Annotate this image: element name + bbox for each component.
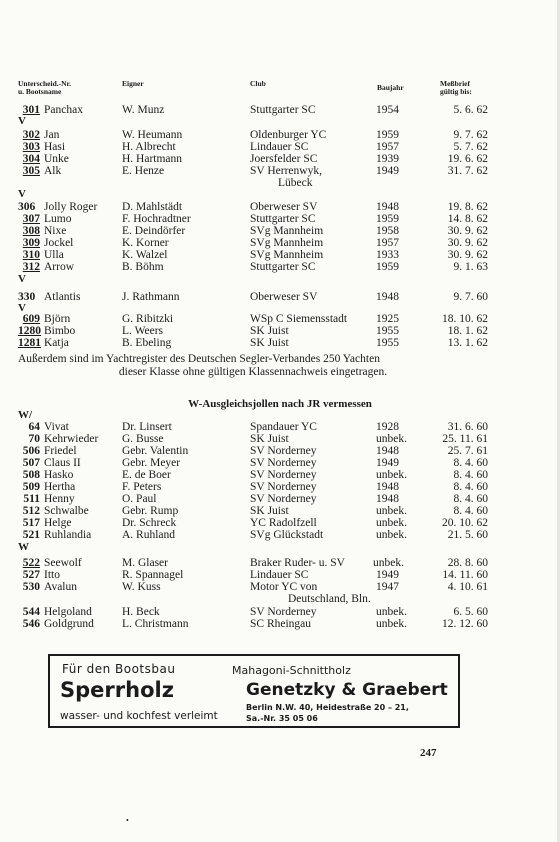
boat-name: Alk [44, 165, 62, 177]
club: WSp C Siemensstadt [250, 313, 348, 325]
cert-date: 9. 7. 60 [453, 291, 488, 303]
cert-date: 5. 7. 62 [453, 141, 488, 153]
row-number: 521 [22, 529, 40, 541]
build-year: 1954 [376, 104, 399, 116]
build-year: 1948 [376, 201, 399, 213]
boat-name: Atlantis [44, 291, 81, 303]
club-continuation: Deutschland, Bln. [288, 593, 371, 605]
row-number: 506 [22, 445, 40, 457]
table-row [18, 104, 488, 117]
boat-name: Goldgrund [44, 618, 94, 630]
build-year: 1955 [376, 337, 399, 349]
cert-date: 13. 1. 62 [447, 337, 488, 349]
cert-date: 31. 7. 62 [447, 165, 488, 177]
row-number: 308 [22, 225, 40, 237]
build-year: unbek. [376, 606, 407, 618]
club: SVg Mannheim [250, 237, 324, 249]
owner: R. Spannagel [122, 569, 184, 581]
note-line-2: dieser Klasse ohne gültigen Klassennachweis eingetragen. [118, 366, 388, 378]
build-year: unbek. [376, 529, 407, 541]
club: Oberweser SV [250, 201, 318, 213]
owner: D. Mahlstädt [122, 201, 183, 213]
owner: L. Weers [122, 325, 164, 337]
table-row [18, 291, 488, 304]
boat-name: Vivat [44, 421, 69, 433]
class-mark: V [18, 302, 26, 314]
build-year: 1957 [376, 141, 399, 153]
build-year: unbek. [376, 517, 407, 529]
cert-date: 12. 12. 60 [442, 618, 488, 630]
build-year: 1948 [376, 481, 399, 493]
ad-tagline: Für den Bootsbau [62, 662, 176, 676]
ad-product: Sperrholz [60, 678, 174, 702]
build-year: 1957 [376, 237, 399, 249]
owner: Gebr. Valentin [122, 445, 189, 457]
club: SK Juist [250, 505, 289, 517]
boat-name: Itto [44, 569, 60, 581]
build-year: unbek. [376, 618, 407, 630]
boat-name: Nixe [44, 225, 67, 237]
cert-date: 4. 10. 61 [447, 581, 488, 593]
club: SV Norderney [250, 469, 317, 481]
club: Stuttgarter SC [250, 261, 316, 273]
class-mark: W [18, 541, 29, 553]
build-year: 1925 [376, 313, 399, 325]
build-year: unbek. [373, 557, 404, 569]
note-line-1: Außerdem sind im Yachtregister des Deutschen Segler-Verbandes 250 Yachten [18, 353, 380, 365]
owner: Gebr. Rump [122, 505, 179, 517]
cert-date: 18. 1. 62 [447, 325, 488, 337]
build-year: 1928 [376, 421, 399, 433]
boat-name: Jan [44, 129, 60, 141]
boat-name: Ruhlandia [44, 529, 92, 541]
header-cert-line2: gültig bis: [440, 87, 472, 96]
header-nr-line1: Unterscheid.-Nr. [18, 79, 72, 88]
header-owner: Eigner [122, 79, 144, 88]
row-number: 507 [22, 457, 40, 469]
table-row [18, 261, 488, 274]
club: SK Juist [250, 433, 289, 445]
row-number: 508 [22, 469, 40, 481]
owner: O. Paul [122, 493, 157, 505]
cert-date: 31. 6. 60 [447, 421, 488, 433]
boat-name: Jolly Roger [44, 201, 98, 213]
table-row-continuation [18, 593, 488, 606]
ad-product-note: wasser- und kochfest verleimt [60, 710, 218, 722]
header-nr [18, 80, 71, 96]
cert-date: 30. 9. 62 [447, 237, 488, 249]
row-number: 546 [22, 618, 40, 630]
row-number: 301 [22, 104, 40, 116]
advertisement-box [48, 654, 460, 728]
boat-name: Katja [44, 337, 69, 349]
page-number: 247 [420, 747, 437, 759]
row-number: 309 [22, 237, 40, 249]
class-mark: V [18, 273, 26, 285]
owner: Dr. Linsert [122, 421, 172, 433]
cert-date: 5. 6. 62 [453, 104, 488, 116]
owner: H. Beck [122, 606, 160, 618]
club: Spandauer YC [250, 421, 317, 433]
club: SV Norderney [250, 457, 317, 469]
club: SVg Glückstadt [250, 529, 324, 541]
owner: B. Böhm [122, 261, 164, 273]
row-number: 527 [22, 569, 40, 581]
owner: H. Hartmann [122, 153, 183, 165]
club: YC Radolfzell [250, 517, 317, 529]
owner: J. Rathmann [122, 291, 180, 303]
owner: E. de Boer [122, 469, 171, 481]
build-year: unbek. [376, 505, 407, 517]
owner: F. Hochradtner [122, 213, 191, 225]
build-year: 1955 [376, 325, 399, 337]
row-number: 609 [22, 313, 40, 325]
ad-address: Berlin N.W. 40, Heidestraße 20 – 21, [246, 703, 409, 712]
row-number: 302 [22, 129, 40, 141]
owner: K. Walzel [122, 249, 168, 261]
club: SVg Mannheim [250, 249, 324, 261]
club: Braker Ruder- u. SV [250, 557, 345, 569]
club: SK Juist [250, 325, 289, 337]
row-number: 1280 [18, 325, 41, 337]
boat-name: Hasi [44, 141, 66, 153]
cert-date: 19. 8. 62 [447, 201, 488, 213]
build-year: 1947 [376, 581, 399, 593]
boat-name: Henny [44, 493, 75, 505]
boat-name: Panchax [44, 104, 83, 116]
row-number: 530 [22, 581, 40, 593]
owner: G. Ribitzki [122, 313, 174, 325]
cert-date: 8. 4. 60 [453, 505, 488, 517]
section-title: W-Ausgleichsjollen nach JR vermessen [188, 398, 372, 410]
ad-company: Genetzky & Graebert [246, 680, 448, 700]
boat-name: Lumo [44, 213, 72, 225]
row-number: 512 [22, 505, 40, 517]
owner: F. Peters [122, 481, 162, 493]
class-mark: V [18, 115, 26, 127]
owner: E. Deindörfer [122, 225, 186, 237]
boat-name: Friedel [44, 445, 77, 457]
row-number: 310 [22, 249, 40, 261]
row-number: 64 [28, 421, 40, 433]
boat-name: Schwalbe [44, 505, 89, 517]
cert-date: 28. 8. 60 [447, 557, 488, 569]
row-number: 305 [22, 165, 40, 177]
boat-name: Claus II [44, 457, 81, 469]
build-year: 1939 [376, 153, 399, 165]
build-year: 1948 [376, 291, 399, 303]
club: SC Rheingau [250, 618, 312, 630]
cert-date: 19. 6. 62 [447, 153, 488, 165]
owner: G. Busse [122, 433, 164, 445]
boat-name: Hertha [44, 481, 76, 493]
club: SV Norderney [250, 606, 317, 618]
cert-date: 8. 4. 60 [453, 469, 488, 481]
owner: A. Ruhland [122, 529, 176, 541]
club: Oldenburger YC [250, 129, 327, 141]
club: Oberweser SV [250, 291, 318, 303]
row-number: 312 [22, 261, 40, 273]
owner: K. Korner [122, 237, 169, 249]
row-number: 70 [28, 433, 40, 445]
row-number: 303 [22, 141, 40, 153]
cert-date: 9. 7. 62 [453, 129, 488, 141]
club: Stuttgarter SC [250, 213, 316, 225]
table-row [18, 618, 488, 631]
ad-secondary-product: Mahagoni-Schnittholz [232, 664, 351, 677]
row-number: 509 [22, 481, 40, 493]
club: Joersfelder SC [250, 153, 318, 165]
boat-name: Arrow [44, 261, 75, 273]
class-mark: V [18, 188, 26, 200]
cert-date: 14. 8. 62 [447, 213, 488, 225]
boat-name: Helge [44, 517, 72, 529]
owner: W. Kuss [122, 581, 161, 593]
build-year: unbek. [376, 433, 407, 445]
cert-date: 30. 9. 62 [447, 249, 488, 261]
owner: M. Glaser [122, 557, 168, 569]
row-number: 304 [22, 153, 40, 165]
build-year: 1949 [376, 165, 399, 177]
cert-date: 25. 7. 61 [447, 445, 488, 457]
club: Lindauer SC [250, 569, 309, 581]
owner: H. Albrecht [122, 141, 176, 153]
owner: L. Christmann [122, 618, 189, 630]
boat-name: Helgoland [44, 606, 92, 618]
boat-name: Björn [44, 313, 71, 325]
header-cert-line1: Meßbrief [440, 79, 470, 88]
club-continuation: Lübeck [278, 177, 313, 189]
row-number: 522 [22, 557, 40, 569]
build-year: 1959 [376, 261, 399, 273]
club: SVg Mannheim [250, 225, 324, 237]
ad-phone: Sa.-Nr. 35 05 06 [246, 714, 318, 723]
club: SV Herrenwyk, [250, 165, 322, 177]
build-year: unbek. [376, 469, 407, 481]
boat-name: Ulla [44, 249, 64, 261]
build-year: 1958 [376, 225, 399, 237]
cert-date: 25. 11. 61 [442, 433, 488, 445]
club: Stuttgarter SC [250, 104, 316, 116]
boat-name: Avalun [44, 581, 78, 593]
build-year: 1948 [376, 445, 399, 457]
row-number: 330 [18, 291, 36, 303]
cert-date: 8. 4. 60 [453, 481, 488, 493]
note-paragraph [18, 353, 488, 379]
build-year: 1959 [376, 129, 399, 141]
boat-name: Bimbo [44, 325, 76, 337]
cert-date: 14. 11. 60 [442, 569, 488, 581]
boat-name: Jockel [44, 237, 74, 249]
cert-date: 6. 5. 60 [453, 606, 488, 618]
row-number: 511 [23, 493, 40, 505]
boat-name: Unke [44, 153, 69, 165]
table-row-continuation [18, 177, 488, 190]
build-year: 1948 [376, 493, 399, 505]
row-number: 307 [22, 213, 40, 225]
cert-date: 8. 4. 60 [453, 493, 488, 505]
header-club: Club [250, 79, 266, 88]
row-number: 1281 [18, 337, 41, 349]
header-nr-line2: u. Bootsname [18, 87, 62, 96]
owner: W. Heumann [122, 129, 183, 141]
club: SV Norderney [250, 493, 317, 505]
table-row [18, 529, 488, 542]
club: SV Norderney [250, 445, 317, 457]
owner: Gebr. Meyer [122, 457, 181, 469]
header-cert [440, 80, 472, 96]
club: Lindauer SC [250, 141, 309, 153]
build-year: 1949 [376, 457, 399, 469]
build-year: 1959 [376, 213, 399, 225]
boat-name: Seewolf [44, 557, 82, 569]
cert-date: 18. 10. 62 [442, 313, 488, 325]
cert-date: 8. 4. 60 [453, 457, 488, 469]
build-year: 1949 [376, 569, 399, 581]
owner: Dr. Schreck [122, 517, 177, 529]
boat-name: Hasko [44, 469, 74, 481]
club: SV Norderney [250, 481, 317, 493]
club: Motor YC von [250, 581, 318, 593]
print-speck: • [126, 816, 129, 825]
cert-date: 30. 9. 62 [447, 225, 488, 237]
owner: E. Henze [122, 165, 165, 177]
row-number: 306 [18, 201, 36, 213]
cert-date: 21. 5. 60 [447, 529, 488, 541]
owner: B. Ebeling [122, 337, 172, 349]
owner: W. Munz [122, 104, 165, 116]
row-number: 517 [22, 517, 40, 529]
class-mark: W/ [18, 409, 33, 421]
row-number: 544 [22, 606, 40, 618]
header-year: Baujahr [377, 83, 404, 92]
cert-date: 9. 1. 63 [453, 261, 488, 273]
boat-name: Kehrwieder [44, 433, 99, 445]
table-row [18, 337, 488, 350]
club: SK Juist [250, 337, 289, 349]
build-year: 1933 [376, 249, 399, 261]
cert-date: 20. 10. 62 [442, 517, 488, 529]
